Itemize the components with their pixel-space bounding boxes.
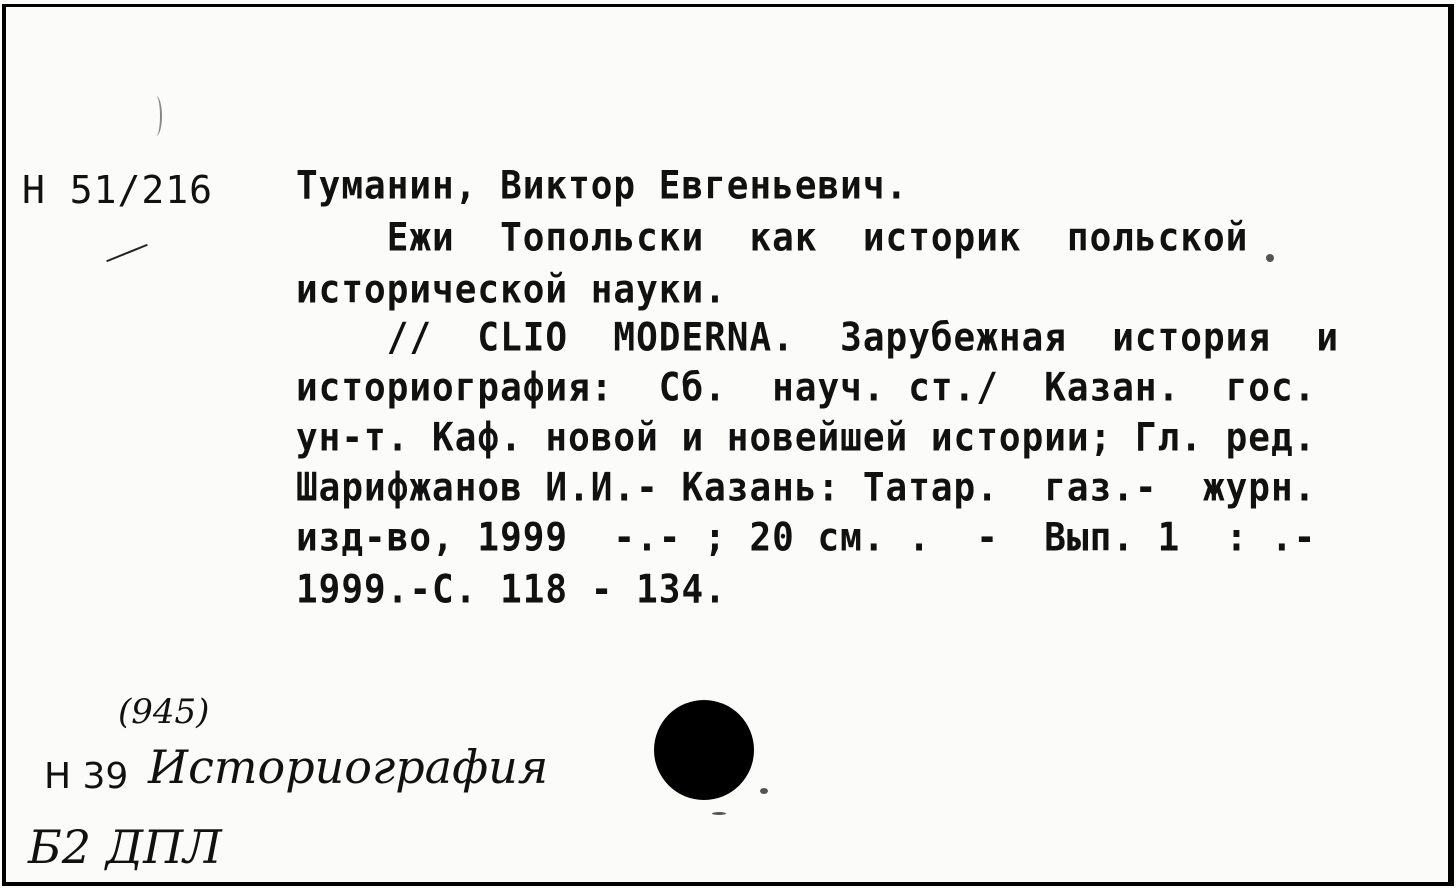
source-line-1: // CLIO MODERNA. Зарубежная история и [296,316,1339,361]
handwritten-location: Б2 ДПЛ [28,820,222,874]
handwritten-classification: (945) [118,692,210,732]
pencil-mark [150,96,162,136]
title-line-1: Ежи Топольски как историк польской [296,216,1249,261]
ink-speck [760,788,768,794]
source-line-5: изд-во, 1999 -.- ; 20 см. . - Вып. 1 : .- [296,516,1317,561]
handwritten-subject: Историография [148,740,549,794]
source-line-4: Шарифжанов И.И.- Казань: Татар. газ.- журн. [296,466,1317,511]
source-line-3: ун-т. Каф. новой и новейшей истории; Гл. ред. [296,416,1317,461]
source-line-2: историография: Сб. науч. ст./ Казан. гос. [296,366,1317,411]
author-line: Туманин, Виктор Евгеньевич. [296,164,909,209]
title-line-2: исторической науки. [296,268,727,313]
handwritten-subject-code: Н 39 [44,756,129,797]
pages-line: 1999.-С. 118 - 134. [296,568,727,613]
ink-speck [712,812,726,815]
ink-speck [1266,254,1274,262]
card-punch-hole [654,700,754,800]
call-number: Н 51/216 [22,168,214,212]
